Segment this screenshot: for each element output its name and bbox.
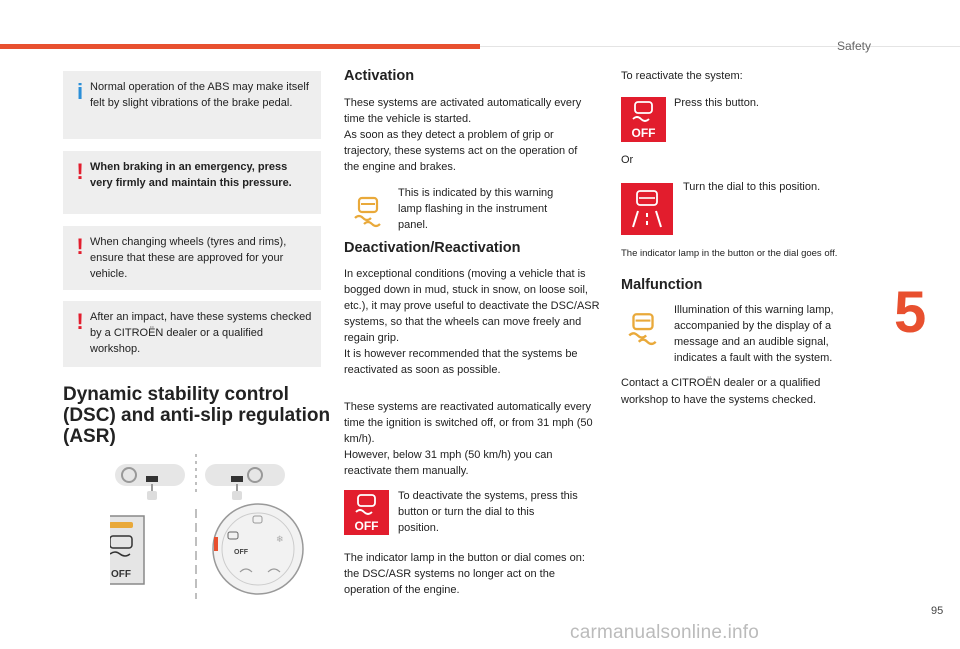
main-title: Dynamic stability control (DSC) and anti-slip regulation (ASR) xyxy=(63,384,331,447)
dsc-dial-position-icon xyxy=(621,183,673,235)
dsc-warning-lamp-icon xyxy=(625,310,661,351)
warning-note xyxy=(63,301,321,367)
deactivation-body-1: In exceptional conditions (moving a vehicle that is bogged down in mud, stuck in snow, on loose soil, etc.), it may prove useful to deactivate the DSC/ASR systems, so that the wheels can move freely and regain grip. It is however recommended that the systems be reactivated as soon as possible. xyxy=(344,268,600,376)
dsc-warning-lamp-icon xyxy=(351,194,385,233)
dsc-off-button-icon xyxy=(621,97,666,142)
activation-heading: Activation xyxy=(344,68,415,84)
header-accent-bar xyxy=(0,44,480,49)
deactivation-heading: Deactivation/Reactivation xyxy=(344,240,521,256)
reactivate-intro: To reactivate the system: xyxy=(621,70,743,82)
steering-control-icon xyxy=(205,464,285,500)
deactivation-body-2: These systems are reactivated automatically every time the ignition is switched off, or from 31 mph (50 km/h). However, below 31 mph (50 km/h) you can reactivate them manually. xyxy=(344,401,593,477)
warning-note-text: After an impact, have these systems checked by a CITROËN dealer or a qualified workshop. xyxy=(90,311,312,355)
svg-text:OFF: OFF xyxy=(234,549,248,556)
warning-note xyxy=(63,151,321,214)
page-number: 95 xyxy=(931,605,944,617)
malfunction-contact: Contact a CITROËN dealer or a qualified workshop to have the systems checked. xyxy=(621,377,821,406)
reactivate-or: Or xyxy=(621,154,634,166)
activation-body: These systems are activated automatically every time the vehicle is started. As soon as they detect a problem of grip or trajectory, these systems act on the operation of the engine and brakes. xyxy=(344,97,582,173)
reactivate-dial-text: Turn the dial to this position. xyxy=(683,181,821,193)
warning-icon: ! xyxy=(76,309,84,334)
warning-icon: ! xyxy=(76,234,84,259)
steering-control-icon xyxy=(115,464,185,500)
deactivation-body-3: The indicator lamp in the button or dial comes on: the DSC/ASR systems no longer act on the operation of the engine. xyxy=(344,552,585,596)
watermark: carmanualsonline.info xyxy=(570,622,760,643)
section-label: Safety xyxy=(837,39,872,53)
reactivate-press-text: Press this button. xyxy=(674,97,759,109)
warning-note-text: When changing wheels (tyres and rims), ensure that these are approved for your vehicle. xyxy=(90,236,287,280)
svg-text:❄: ❄ xyxy=(276,534,284,544)
drive-mode-dial-icon xyxy=(213,504,303,594)
svg-text:OFF: OFF xyxy=(354,519,379,533)
chapter-number: 5 xyxy=(894,280,927,345)
activation-lamp-text: This is indicated by this warning lamp flashing in the instrument panel. xyxy=(398,187,554,231)
reactivate-note: The indicator lamp in the button or the dial goes off. xyxy=(621,248,838,259)
warning-icon: ! xyxy=(76,159,84,184)
malfunction-heading: Malfunction xyxy=(621,277,703,293)
deactivation-button-text: To deactivate the systems, press this button or turn the dial to this position. xyxy=(398,490,578,534)
header-rule xyxy=(480,46,960,47)
svg-text:OFF: OFF xyxy=(111,569,131,580)
info-note-text: Normal operation of the ABS may make itself felt by slight vibrations of the brake pedal. xyxy=(90,81,309,109)
dashboard-illustration xyxy=(110,454,320,604)
malfunction-lamp-text: Illumination of this warning lamp, accompanied by the display of a message and an audible signal, indicates a fault with the system. xyxy=(674,304,834,364)
info-note xyxy=(63,71,321,139)
warning-note-text: When braking in an emergency, press very firmly and maintain this pressure. xyxy=(90,161,292,189)
warning-note xyxy=(63,226,321,290)
info-icon: i xyxy=(76,79,84,104)
svg-text:OFF: OFF xyxy=(631,126,656,140)
dsc-off-button-icon xyxy=(344,490,389,535)
